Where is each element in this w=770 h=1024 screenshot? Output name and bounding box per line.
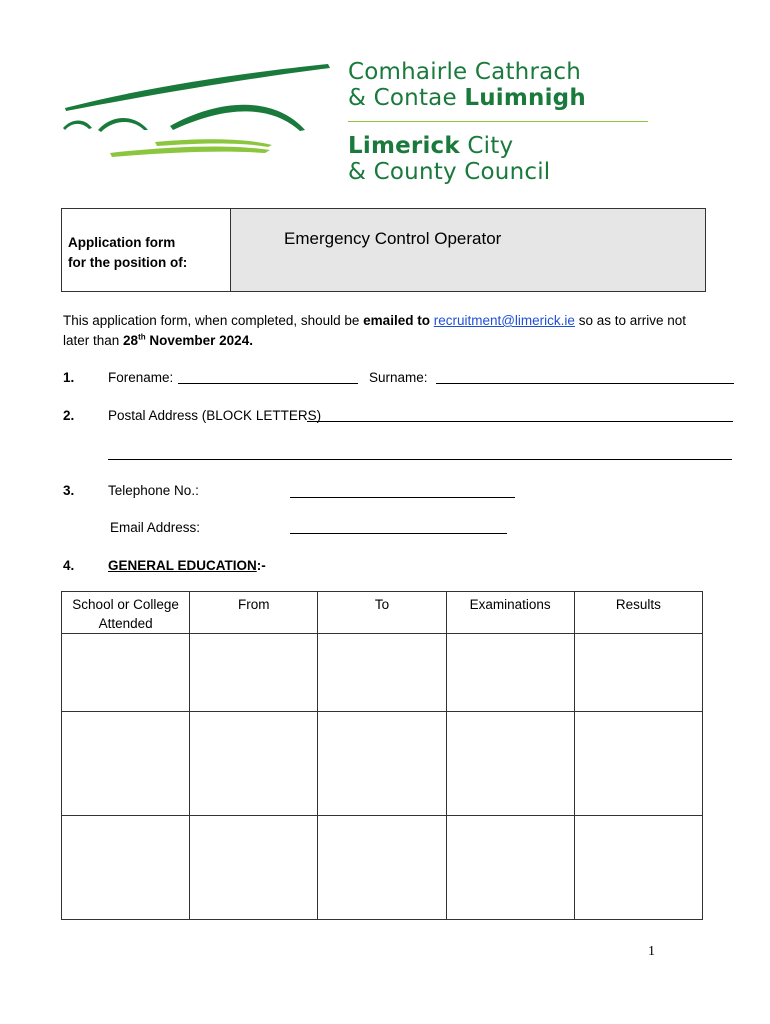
table-cell[interactable] [446,712,574,816]
table-cell[interactable] [62,712,190,816]
postal-address-field-line1[interactable] [307,421,733,422]
position-label-cell [62,209,231,291]
logo-text-english-line1: Limerick City [348,133,514,159]
table-cell[interactable] [62,634,190,712]
table-cell[interactable] [574,712,702,816]
q1-number: 1. [63,370,75,385]
position-title-cell [231,209,705,291]
forename-label: Forename: [108,370,174,385]
position-box [61,208,706,292]
logo-text-irish-line1: Comhairle Cathrach [348,59,582,85]
email-label: Email Address: [110,520,201,535]
table-cell[interactable] [446,816,574,920]
table-cell[interactable] [190,712,318,816]
intro-paragraph: This application form, when completed, should be emailed to recruitment@limerick.ie so as to arrive not later than 28th November 2024. [63,313,686,348]
forename-field[interactable] [178,383,358,384]
table-cell[interactable] [190,816,318,920]
email-field[interactable] [290,533,507,534]
table-cell[interactable] [62,816,190,920]
table-row [62,634,703,712]
position-label: Application form for the position of: [68,235,188,270]
column-header-to: To [318,592,446,634]
table-row [62,712,703,816]
q2-number: 2. [63,408,75,423]
council-logo-graphic [60,58,350,168]
table-cell[interactable] [574,634,702,712]
column-header-from: From [190,592,318,634]
telephone-label: Telephone No.: [108,483,199,498]
page-number: 1 [648,944,655,959]
column-header-results: Results [574,592,702,634]
education-table-header [62,592,703,634]
q3-number: 3. [63,483,75,498]
table-cell[interactable] [318,816,446,920]
logo-text-irish-line2: & Contae Luimnigh [348,85,586,111]
postal-address-label: Postal Address (BLOCK LETTERS) [108,408,322,423]
table-cell[interactable] [190,634,318,712]
postal-address-field-line2[interactable] [108,459,732,460]
surname-label: Surname: [369,370,428,385]
column-header-school: School or College Attended [62,592,190,634]
education-table [61,591,703,920]
table-cell[interactable] [318,634,446,712]
table-cell[interactable] [446,634,574,712]
telephone-field[interactable] [290,497,515,498]
table-cell[interactable] [574,816,702,920]
recruitment-email-link[interactable]: recruitment@limerick.ie [433,313,575,328]
general-education-heading: GENERAL EDUCATION:- [108,558,266,573]
surname-field[interactable] [436,383,734,384]
logo-divider [348,121,648,122]
table-row [62,816,703,920]
logo-text-english-line2: & County Council [348,159,551,185]
table-cell[interactable] [318,712,446,816]
position-title: Emergency Control Operator [284,229,502,248]
q4-number: 4. [63,558,75,573]
column-header-examinations: Examinations [446,592,574,634]
